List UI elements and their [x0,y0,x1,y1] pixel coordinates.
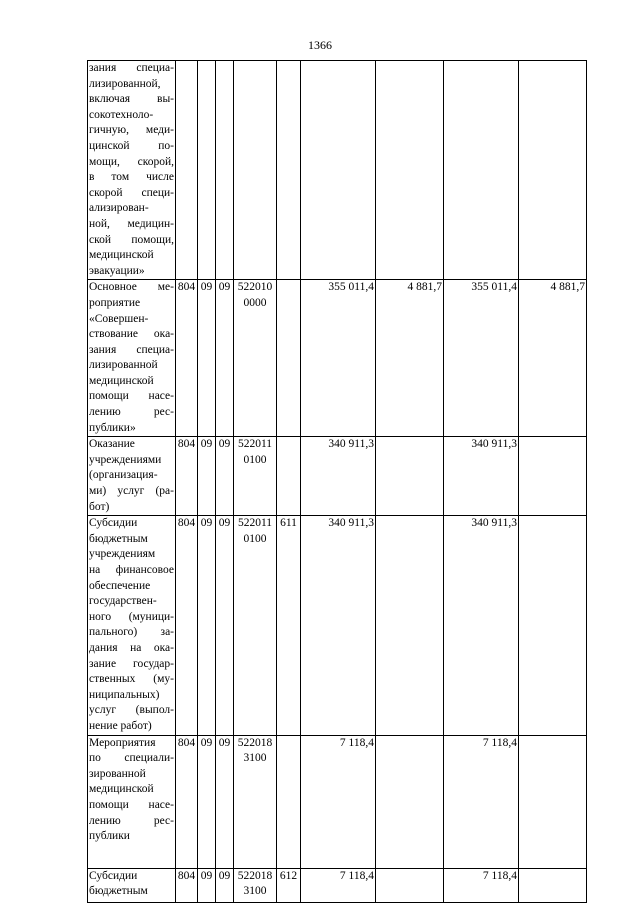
row-name-line: по специали- [89,752,174,765]
row-name-line: обеспечение [89,579,151,592]
amount-cell [301,61,376,280]
expense-type-cell [277,735,301,868]
subsection-code-cell: 09 [216,516,234,735]
federal-amount-cell [376,868,444,902]
amount-cell: 355 011,4 [444,280,519,437]
ved-code-cell: 804 [176,437,198,516]
amount-cell: 7 118,4 [444,868,519,902]
target-article-code-cell [234,280,277,437]
row-name-line: ственных (му- [89,673,174,686]
row-name-line: ми) услуг (ра- [89,485,174,498]
federal-amount-cell [519,437,587,516]
row-name-line: зание государ- [89,657,174,670]
row-name-line: включая вы- [89,93,174,106]
target-article-code-part: 3100 [243,752,267,765]
ved-code-cell: 804 [176,868,198,902]
row-name-line: Субсидии [89,517,138,530]
row-name-line: роприятие [89,296,141,309]
target-article-code-cell [234,61,277,280]
federal-amount-cell [519,61,587,280]
target-article-code-part: 0100 [243,532,267,545]
amount-cell: 355 011,4 [301,280,376,437]
row-name-line: на финансовое [89,564,174,576]
row-name-line: гичную, меди- [89,124,174,137]
row-name-cell [88,61,176,280]
row-name-line: эвакуации» [89,264,145,277]
target-article-code-cell [234,735,277,868]
row-name-line: зированной [89,767,146,780]
row-name-line: помощи насе- [89,390,174,403]
target-article-code-part: 522011 [237,438,273,451]
federal-amount-cell [376,437,444,516]
row-name-line: «Совершен- [89,312,149,325]
target-article-code-part: 3100 [243,885,267,898]
federal-amount-cell [376,61,444,280]
row-name-cell [88,735,176,868]
row-name-line: помощи насе- [89,798,174,811]
row-name-line: бюджетным [89,532,148,545]
row-name-line: нение работ) [89,719,152,732]
row-name-line: лизированной [89,359,158,372]
target-article-code-cell [234,868,277,902]
row-name-line: ниципальных) [89,688,160,701]
section-code-cell: 09 [198,868,216,902]
ved-code-cell [176,61,198,280]
row-name-line: Субсидии [89,869,138,882]
subsection-code-cell: 09 [216,437,234,516]
row-name-line: ской помощи, [89,233,174,246]
table-row [88,61,587,280]
amount-cell: 340 911,3 [444,437,519,516]
budget-table [87,60,587,903]
federal-amount-cell [519,516,587,735]
ved-code-cell: 804 [176,516,198,735]
target-article-code-cell [234,437,277,516]
row-name-line: ствование ока- [89,328,174,341]
target-article-code-part: 522018 [237,736,273,749]
target-article-code-part: 522010 [237,281,273,294]
federal-amount-cell [376,735,444,868]
table-row [88,280,587,437]
row-name-line: медицинской [89,783,154,796]
page-number: 1366 [308,38,332,52]
ved-code-cell: 804 [176,735,198,868]
expense-type-cell [277,437,301,516]
federal-amount-cell [376,516,444,735]
row-name-line: ализирован- [89,202,149,215]
target-article-code-part: 522011 [237,517,273,530]
row-name-line: бот) [89,500,110,513]
amount-cell [444,61,519,280]
federal-amount-cell [519,735,587,868]
section-code-cell: 09 [198,516,216,735]
subsection-code-cell: 09 [216,868,234,902]
table-row [88,735,587,868]
expense-type-cell [277,61,301,280]
row-name-line: (организация- [89,469,158,482]
row-name-line: зания специа- [89,62,174,74]
row-name-line: зания специа- [89,343,174,356]
expense-type-cell: 611 [277,516,301,735]
row-name-line: пального) за- [89,626,174,639]
expense-type-cell: 612 [277,868,301,902]
federal-amount-cell: 4 881,7 [376,280,444,437]
section-code-cell: 09 [198,735,216,868]
federal-amount-cell: 4 881,7 [519,280,587,437]
row-name-line: скорой специ- [89,186,174,199]
row-name-line: Мероприятия [89,736,156,749]
ved-code-cell: 804 [176,280,198,437]
row-name-line: лению рес- [89,406,174,419]
row-name-line: мощи, скорой, [89,155,174,168]
row-name-cell [88,516,176,735]
row-name-line: дания на ока- [89,641,174,654]
subsection-code-cell: 09 [216,735,234,868]
amount-cell: 340 911,3 [301,516,376,735]
row-name-line: цинской по- [89,139,174,152]
row-name-line: бюджетным [89,885,148,898]
row-name-line: медицинской [89,374,154,387]
row-name-line: Основное ме- [89,281,174,294]
row-name-cell [88,437,176,516]
subsection-code-cell: 09 [216,280,234,437]
table-body [88,61,587,903]
row-name-line: сокотехноло- [89,108,154,121]
row-name-line: лению рес- [89,814,174,827]
amount-cell: 340 911,3 [444,516,519,735]
row-name-line: учреждениями [89,453,162,466]
section-code-cell [198,61,216,280]
section-code-cell: 09 [198,280,216,437]
amount-cell: 340 911,3 [301,437,376,516]
amount-cell: 7 118,4 [301,735,376,868]
table-row [88,868,587,902]
target-article-code-part: 0100 [243,453,267,466]
row-name-line: ного (муници- [89,610,174,623]
row-name-line: в том числе [89,171,174,184]
row-name-line: ной, медицин- [89,217,174,230]
row-name-line: медицинской [89,249,154,262]
amount-cell: 7 118,4 [444,735,519,868]
target-article-code-cell [234,516,277,735]
section-code-cell: 09 [198,437,216,516]
row-name-cell [88,280,176,437]
target-article-code-part: 522018 [237,869,273,882]
row-name-cell [88,868,176,902]
row-name-line: государствен- [89,595,157,608]
row-name-line: публики [89,830,130,843]
federal-amount-cell [519,868,587,902]
row-name-line: Оказание [89,438,135,451]
amount-cell: 7 118,4 [301,868,376,902]
expense-type-cell [277,280,301,437]
row-name-line: публики» [89,421,136,434]
row-name-line: лизированной, [89,77,161,90]
row-name-line: учреждениям [89,548,156,561]
table-row [88,516,587,735]
row-name-line: услуг (выпол- [89,704,174,717]
target-article-code-part: 0000 [243,296,267,309]
table-row [88,437,587,516]
subsection-code-cell [216,61,234,280]
